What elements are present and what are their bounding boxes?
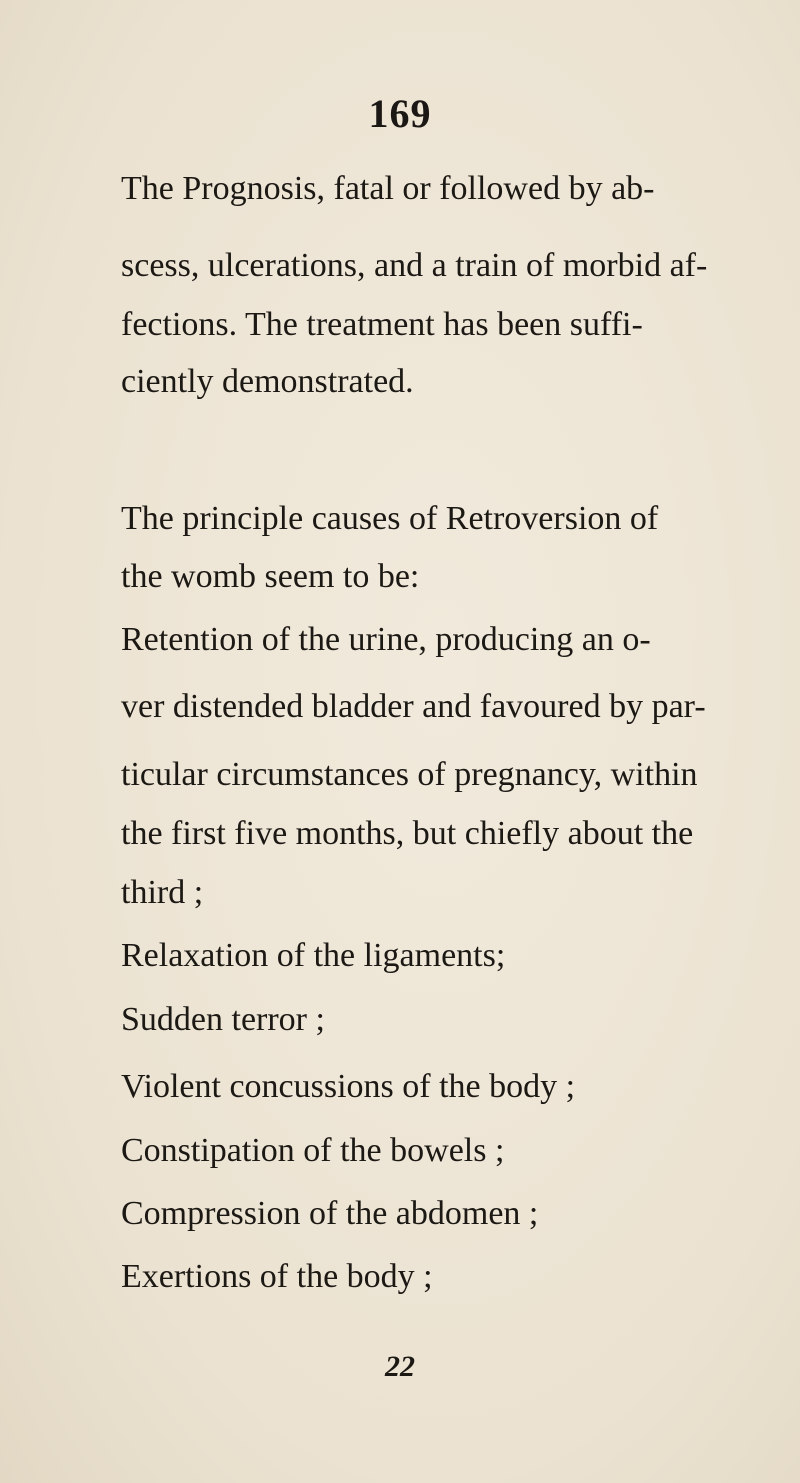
- text-line: third ;: [121, 874, 204, 911]
- catchword: 22: [385, 1350, 415, 1383]
- text-line: Compression of the abdomen ;: [121, 1195, 539, 1232]
- text-line: Retention of the urine, producing an o-: [121, 621, 651, 658]
- text-line: Constipation of the bowels ;: [121, 1132, 505, 1169]
- text-line: Relaxation of the ligaments;: [121, 937, 506, 974]
- text-line: scess, ulcerations, and a train of morbid af-: [121, 247, 708, 284]
- text-line: The principle causes of Retroversion of: [121, 500, 659, 537]
- text-line: Exertions of the body ;: [121, 1258, 433, 1295]
- text-line: the first five months, but chiefly about the: [121, 815, 694, 852]
- text-line: ciently demonstrated.: [121, 363, 414, 400]
- text-line: ver distended bladder and favoured by par-: [121, 688, 706, 725]
- text-line: Sudden terror ;: [121, 1001, 325, 1038]
- page-number: 169: [368, 91, 432, 136]
- text-line: fections. The treatment has been suffi-: [121, 306, 643, 343]
- text-line: The Prognosis, fatal or followed by ab-: [121, 170, 655, 207]
- text-line: the womb seem to be:: [121, 558, 420, 595]
- text-line: ticular circumstances of pregnancy, within: [121, 756, 698, 793]
- text-line: Violent concussions of the body ;: [121, 1068, 576, 1105]
